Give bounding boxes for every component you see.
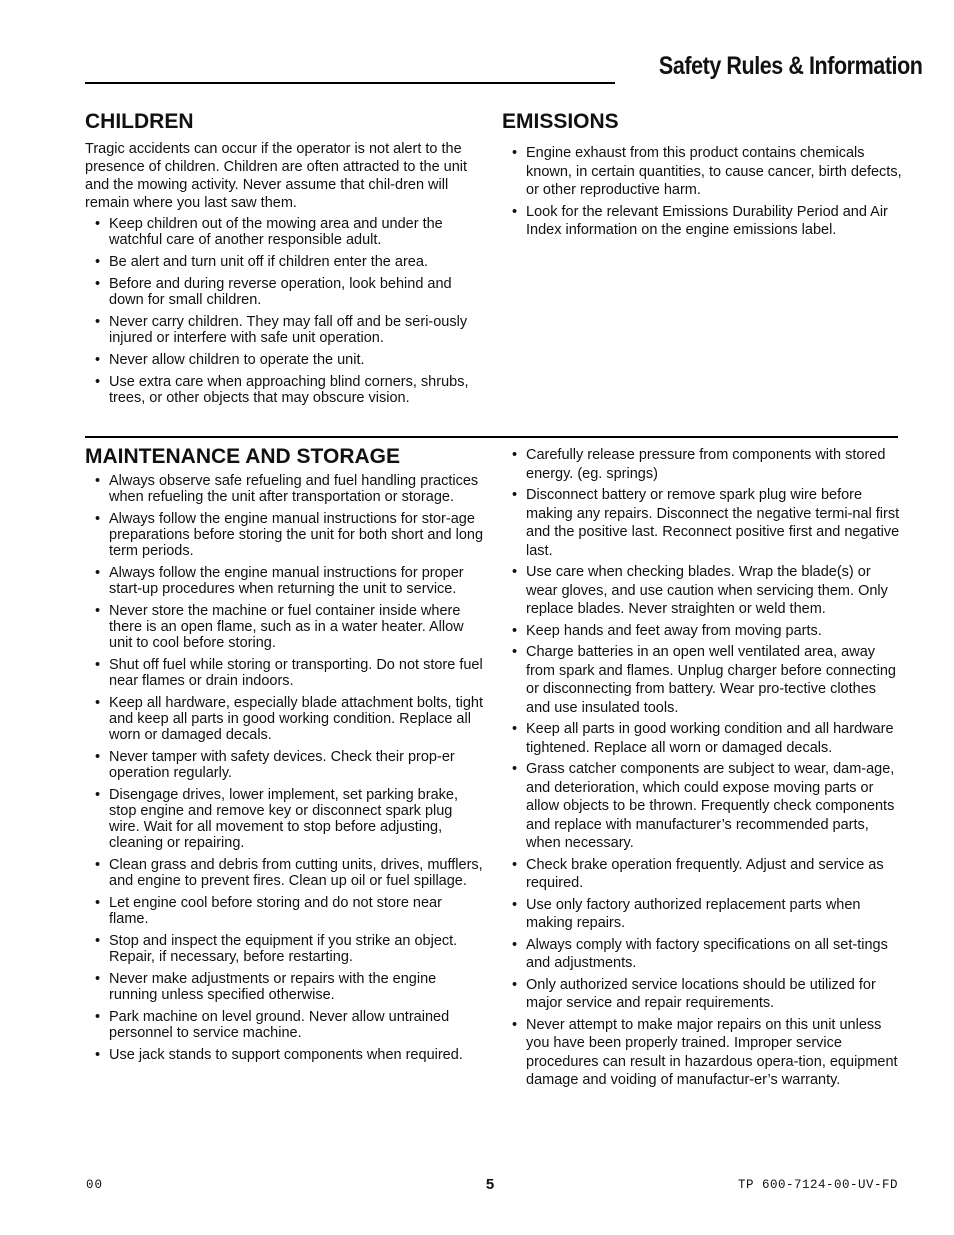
list-item-text: Keep children out of the mowing area and under the watchful care of another responsible adult. bbox=[109, 216, 443, 248]
page-number: 5 bbox=[485, 1176, 495, 1193]
bullet-icon: • bbox=[95, 511, 101, 527]
bullet-icon: • bbox=[512, 447, 518, 463]
bullet-icon: • bbox=[95, 787, 101, 803]
list-item bbox=[502, 563, 902, 619]
bullet-icon: • bbox=[512, 896, 518, 913]
list-item-text: Park machine on level ground. Never allow untrained personnel to service machine. bbox=[109, 1009, 450, 1041]
list-item bbox=[85, 971, 485, 1003]
emissions-section bbox=[502, 110, 902, 243]
list-item bbox=[85, 657, 485, 689]
bullet-icon: • bbox=[95, 749, 101, 765]
list-item bbox=[502, 720, 902, 757]
list-item-text: Carefully release pressure from components with stored energy. (eg. springs) bbox=[526, 447, 886, 482]
bullet-icon: • bbox=[95, 254, 101, 270]
list-item bbox=[85, 895, 485, 927]
emissions-list bbox=[502, 144, 902, 240]
list-item-text: Always follow the engine manual instructions for stor-age preparations before storing the unit for both short and long term periods. bbox=[109, 511, 484, 559]
document-number: TP 600-7124-00-UV-FD bbox=[737, 1178, 898, 1192]
bullet-icon: • bbox=[95, 857, 101, 873]
list-item bbox=[502, 1016, 902, 1090]
bullet-icon: • bbox=[95, 473, 101, 489]
bullet-icon: • bbox=[95, 565, 101, 581]
page-title: Safety Rules & Information bbox=[658, 52, 923, 80]
list-item bbox=[502, 622, 902, 641]
list-item-text: Only authorized service locations should be utilized for major service and repair requirements. bbox=[526, 976, 876, 1011]
header-rule bbox=[85, 82, 615, 84]
maintenance-heading: MAINTENANCE AND STORAGE bbox=[85, 445, 401, 468]
list-item bbox=[502, 896, 902, 933]
bullet-icon: • bbox=[512, 145, 518, 161]
bullet-icon: • bbox=[95, 895, 101, 911]
bullet-icon: • bbox=[512, 1016, 518, 1033]
bullet-icon: • bbox=[512, 856, 518, 873]
list-item bbox=[85, 473, 485, 505]
maintenance-list-right bbox=[502, 446, 902, 1090]
children-intro: Tragic accidents can occur if the operator is not alert to the presence of children. Children are often attracted to the unit and the mowing activity. Never assume that chil-dren will remain where you last saw them. bbox=[85, 141, 468, 211]
list-item-text: Be alert and turn unit off if children enter the area. bbox=[109, 254, 428, 270]
list-item bbox=[85, 749, 485, 781]
emissions-heading: EMISSIONS bbox=[502, 110, 619, 133]
list-item bbox=[502, 936, 902, 973]
bullet-icon: • bbox=[95, 603, 101, 619]
bullet-icon: • bbox=[512, 761, 518, 777]
list-item-text: Keep hands and feet away from moving parts. bbox=[526, 622, 822, 639]
list-item-text: Look for the relevant Emissions Durability Period and Air Index information on the engine emissions label. bbox=[526, 203, 888, 238]
list-item-text: Use care when checking blades. Wrap the blade(s) or wear gloves, and use caution when servicing them. Only replace blades. Never straighten or weld them. bbox=[526, 564, 888, 617]
list-item bbox=[85, 1009, 485, 1041]
list-item bbox=[85, 565, 485, 597]
list-item bbox=[85, 216, 485, 248]
bullet-icon: • bbox=[95, 1009, 101, 1025]
list-item bbox=[85, 276, 485, 308]
bullet-icon: • bbox=[512, 487, 518, 503]
bullet-icon: • bbox=[95, 352, 101, 368]
list-item bbox=[85, 352, 485, 368]
list-item-text: Charge batteries in an open well ventilated area, away from spark and flames. Unplug charger before connecting or disconnecting from battery. Wear pro-tective clothes and use insulated tools. bbox=[526, 644, 896, 716]
list-item bbox=[502, 486, 902, 560]
list-item bbox=[85, 374, 485, 406]
bullet-icon: • bbox=[95, 695, 101, 711]
bullet-icon: • bbox=[512, 976, 518, 993]
list-item bbox=[85, 511, 485, 559]
bullet-icon: • bbox=[95, 374, 101, 390]
bullet-icon: • bbox=[512, 203, 518, 220]
list-item-text: Keep all parts in good working condition and all hardware tightened. Replace all worn or damaged decals. bbox=[526, 721, 894, 756]
list-item-text: Clean grass and debris from cutting units, drives, mufflers, and engine to prevent fires. Clean up oil or fuel spillage. bbox=[109, 857, 483, 889]
list-item-text: Disengage drives, lower implement, set parking brake, stop engine and remove key or disconnect spark plug wire. Wait for all movement to stop before adjusting, cleaning or repairing. bbox=[109, 787, 458, 851]
list-item bbox=[502, 446, 902, 483]
children-section bbox=[85, 110, 485, 412]
bullet-icon: • bbox=[95, 314, 101, 330]
bullet-icon: • bbox=[512, 721, 518, 737]
list-item bbox=[85, 787, 485, 851]
list-item bbox=[502, 203, 902, 240]
list-item-text: Always observe safe refueling and fuel handling practices when refueling the unit after transportation or storage. bbox=[109, 473, 479, 505]
bullet-icon: • bbox=[95, 216, 101, 232]
list-item bbox=[85, 857, 485, 889]
list-item bbox=[85, 933, 485, 965]
list-item-text: Shut off fuel while storing or transporting. Do not store fuel near flames or drain indoors. bbox=[109, 657, 483, 689]
list-item-text: Check brake operation frequently. Adjust and service as required. bbox=[526, 856, 884, 891]
list-item-text: Use extra care when approaching blind corners, shrubs, trees, or other objects that may obscure vision. bbox=[109, 374, 469, 406]
list-item-text: Never allow children to operate the unit. bbox=[109, 352, 365, 368]
bullet-icon: • bbox=[95, 933, 101, 949]
list-item-text: Never store the machine or fuel container inside where there is an open flame, such as in a water heater. Allow unit to cool before storing. bbox=[109, 603, 464, 651]
list-item-text: Disconnect battery or remove spark plug wire before making any repairs. Disconnect the negative termi-nal first and the positive last. Reconnect positive first and negative last. bbox=[526, 487, 900, 559]
list-item bbox=[502, 643, 902, 717]
list-item bbox=[502, 760, 902, 853]
children-list bbox=[85, 216, 485, 406]
list-item bbox=[85, 603, 485, 651]
bullet-icon: • bbox=[95, 971, 101, 987]
list-item-text: Never tamper with safety devices. Check their prop-er operation regularly. bbox=[109, 749, 455, 781]
list-item-text: Always comply with factory specifications on all set-tings and adjustments. bbox=[526, 936, 888, 971]
footer-left-code: 00 bbox=[86, 1178, 104, 1192]
list-item-text: Never carry children. They may fall off and be seri-ously injured or interfere with safe unit operation. bbox=[109, 314, 468, 346]
list-item bbox=[85, 314, 485, 346]
bullet-icon: • bbox=[95, 657, 101, 673]
bullet-icon: • bbox=[512, 622, 518, 639]
bullet-icon: • bbox=[512, 644, 518, 660]
list-item-text: Use only factory authorized replacement parts when making repairs. bbox=[526, 896, 861, 931]
list-item bbox=[502, 856, 902, 893]
bullet-icon: • bbox=[95, 276, 101, 292]
maintenance-right-column bbox=[502, 446, 902, 1093]
bullet-icon: • bbox=[95, 1047, 101, 1063]
list-item bbox=[85, 254, 485, 270]
children-heading: CHILDREN bbox=[85, 110, 194, 133]
section-divider bbox=[85, 436, 898, 438]
list-item bbox=[85, 695, 485, 743]
list-item-text: Engine exhaust from this product contains chemicals known, in certain quantities, to cause cancer, birth defects, or other reproductive harm. bbox=[526, 145, 902, 198]
list-item-text: Stop and inspect the equipment if you strike an object. Repair, if necessary, before restarting. bbox=[109, 933, 458, 965]
list-item-text: Use jack stands to support components when required. bbox=[109, 1047, 463, 1063]
list-item bbox=[502, 144, 902, 200]
list-item-text: Let engine cool before storing and do not store near flame. bbox=[109, 895, 442, 927]
list-item-text: Never attempt to make major repairs on this unit unless you have been properly trained. Improper service procedures can result in hazardous opera-tion, equipment damage and voiding of manufactur-er’s warranty. bbox=[526, 1016, 898, 1088]
list-item-text: Before and during reverse operation, look behind and down for small children. bbox=[109, 276, 452, 308]
list-item bbox=[502, 976, 902, 1013]
list-item-text: Never make adjustments or repairs with the engine running unless specified otherwise. bbox=[109, 971, 437, 1003]
bullet-icon: • bbox=[512, 564, 518, 580]
list-item-text: Grass catcher components are subject to wear, dam-age, and deterioration, which could expose moving parts or allow objects to be thrown. Frequently check components and replace with manufacturer’s recommended parts, when necessary. bbox=[526, 761, 895, 851]
list-item-text: Always follow the engine manual instructions for proper start-up procedures when returning the unit to service. bbox=[109, 565, 464, 597]
list-item-text: Keep all hardware, especially blade attachment bolts, tight and keep all parts in good working condition. Replace all worn or damaged decals. bbox=[109, 695, 483, 743]
bullet-icon: • bbox=[512, 936, 518, 953]
list-item bbox=[85, 1047, 485, 1063]
maintenance-section bbox=[85, 445, 485, 1069]
maintenance-list-left bbox=[85, 473, 485, 1063]
